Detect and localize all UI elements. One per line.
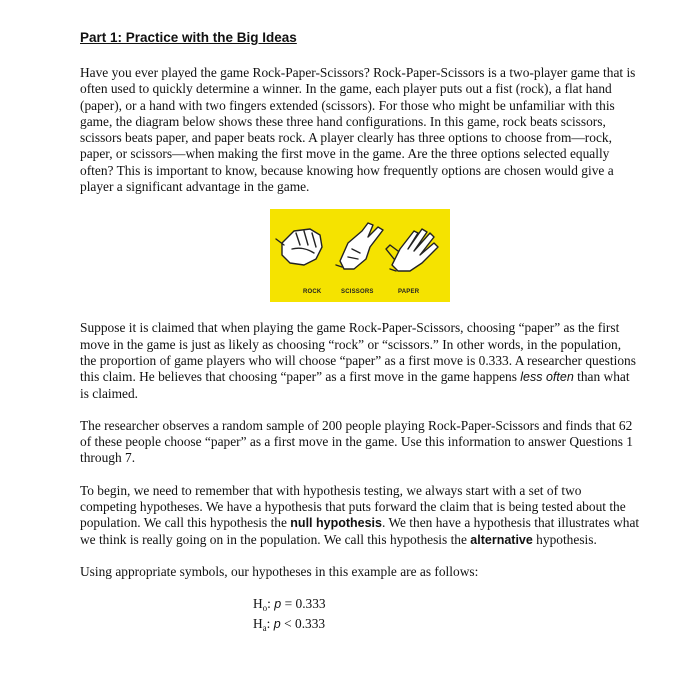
hypothesis-text-3: hypothesis. — [532, 531, 597, 547]
intro-paragraph: Have you ever played the game Rock-Paper-Scissors? Rock-Paper-Scissors is a two-player game that is often used to quickly determine a winner. In the game, each player puts out a fist (rock), a flat hand (paper), or a hand with two fingers extended (scissors). For those who might be unfamiliar with this game, the diagram below shows these three hand configurations. In this game, rock beats scissors, scissors beats paper, and paper beats rock. A player clearly has three options to choose from—rock, paper, or scissors—when making the first move in the game. Are the three options selected equally often? This is important to know, because knowing how frequently options are chosen would give a player a significant advantage in the game. — [80, 65, 636, 195]
alt-h-relation: < — [284, 616, 292, 632]
symbols-paragraph: Using appropriate symbols, our hypotheses in this example are as follows: — [80, 563, 479, 579]
alt-h-value: 0.333 — [295, 616, 326, 632]
hypothesis-paragraph — [80, 483, 640, 548]
rock-label: ROCK — [303, 289, 322, 296]
claim-paragraph — [80, 320, 640, 401]
null-h-letter: H — [253, 596, 263, 612]
paper-label: PAPER — [398, 289, 420, 296]
alternative-term: alternative — [470, 532, 533, 547]
null-hypothesis-term: null hypothesis — [290, 516, 382, 531]
scissors-hand-icon — [336, 223, 383, 269]
hypothesis-text-1: To begin, we need to remember that with hypothesis testing, we always start with a set of two competing hypotheses. We have a hypothesis that puts forward the claim that is being tested about the population. We call this hypothesis the — [80, 482, 626, 531]
section-heading: Part 1: Practice with the Big Ideas — [80, 30, 297, 45]
null-h-value: 0.333 — [295, 596, 326, 612]
null-h-subscript: o — [262, 603, 268, 614]
null-h-variable: p — [274, 597, 282, 612]
sample-paragraph: The researcher observes a random sample of 200 people playing Rock-Paper-Scissors and finds that 62 of these people choose “paper” as a first move in the game. Use this information to answer Questions 1 through 7. — [80, 417, 633, 466]
rock-paper-scissors-figure — [270, 209, 450, 302]
alt-h-variable: p — [273, 617, 281, 632]
hypothesis-text-2: . We then have a hypothesis that illustrates what we think is really going on in the population. We call this hypothesis the — [80, 515, 640, 547]
document-page — [80, 30, 640, 636]
alt-h-colon: : — [266, 616, 271, 632]
scissors-label: SCISSORS — [341, 289, 374, 296]
alternative-hypothesis-line — [253, 616, 640, 636]
null-h-relation: = — [284, 596, 293, 612]
null-hypothesis-line — [253, 596, 640, 616]
paper-hand-icon — [386, 229, 438, 271]
rock-hand-icon — [276, 229, 322, 265]
alt-h-subscript: a — [262, 623, 267, 634]
alt-h-letter: H — [253, 616, 263, 632]
claim-text-2: than what is claimed. — [80, 369, 630, 401]
null-h-colon: : — [267, 596, 271, 612]
claim-italic-text: less often — [520, 370, 574, 385]
claim-text-1: Suppose it is claimed that when playing the game Rock-Paper-Scissors, choosing “paper” as the first move in the game is just as likely as choosing “rock” or “scissors.” In other words, in the population, the proportion of game players who will choose “paper” as a first move is 0.333. A researcher questions this claim. He believes that choosing “paper” as a first move in the game happens — [80, 320, 636, 385]
